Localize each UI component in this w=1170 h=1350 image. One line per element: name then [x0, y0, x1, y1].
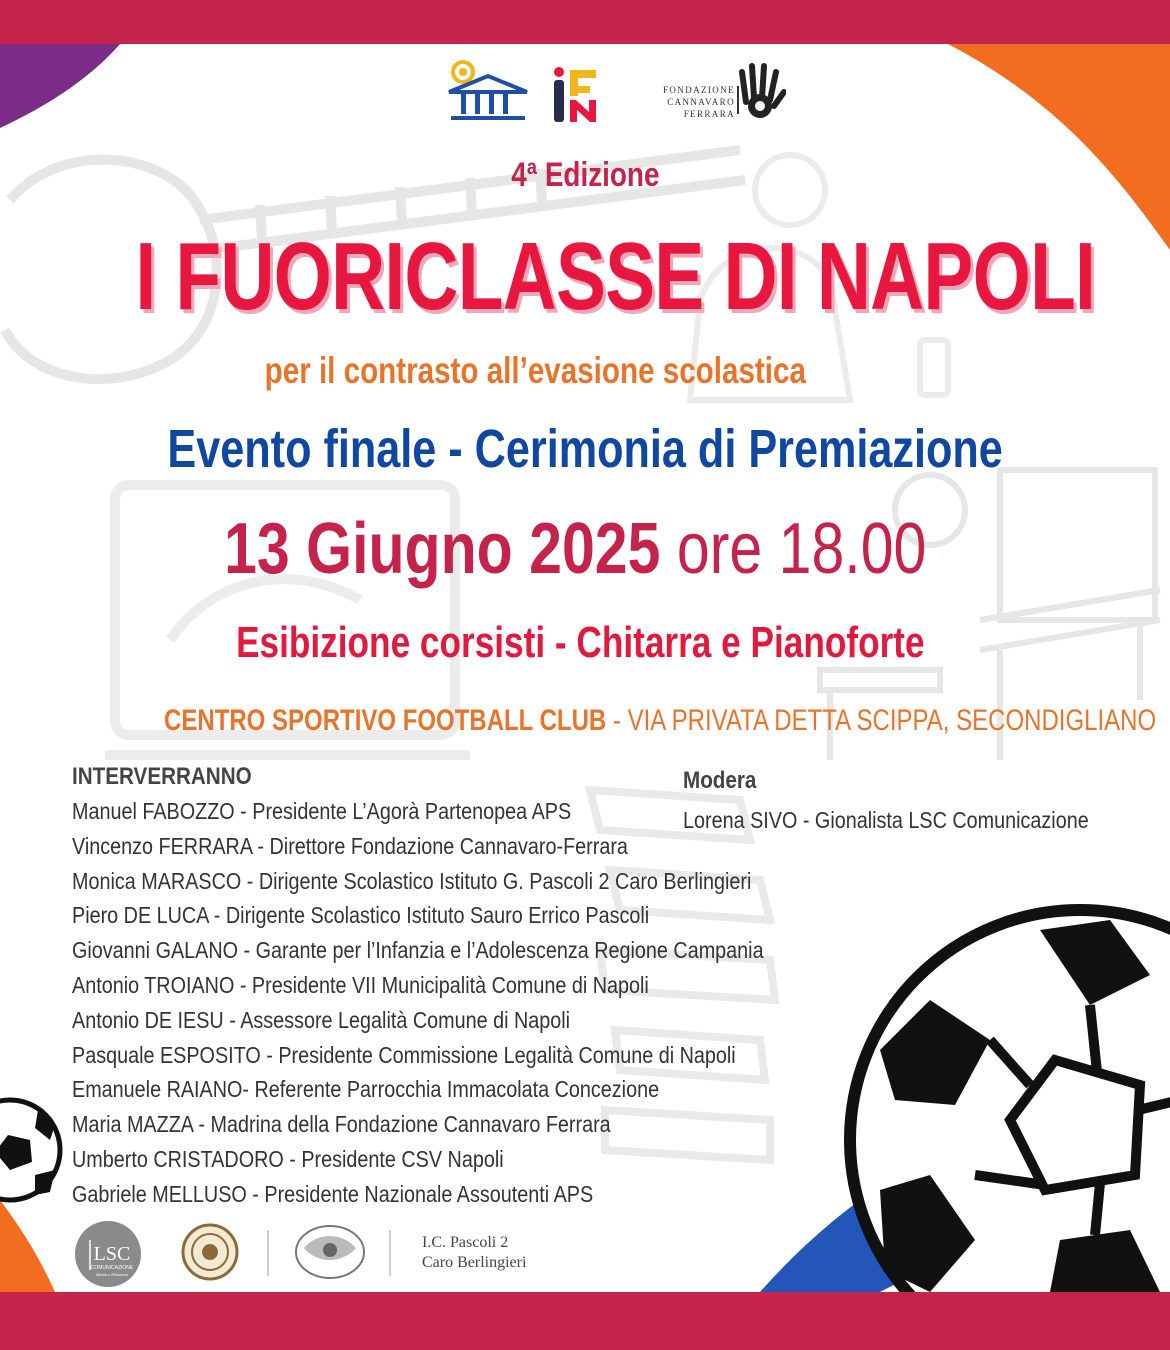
soccer-ball-icon [850, 910, 1170, 1350]
list-item [72, 864, 792, 899]
event-date: 13 Giugno 2025 [223, 509, 661, 589]
event-subtitle [0, 350, 1170, 392]
lsc-logo [75, 1221, 141, 1287]
speaker-text: Pasquale ESPOSITO - Presidente Commissione Legalità Comune di Napoli [72, 1041, 736, 1068]
speaker-text: Piero DE LUCA - Dirigente Scolastico Istituto Sauro Errico Pascoli [72, 902, 650, 929]
orange-wave-bottom [0, 1200, 55, 1292]
list-item [72, 898, 792, 933]
bottom-band [0, 1292, 1170, 1350]
speaker-text: Vincenzo FERRARA - Direttore Fondazione Cannavaro-Ferrara [72, 832, 628, 859]
fondazione-label: FONDAZIONE [663, 85, 735, 95]
venue-line [0, 704, 1170, 738]
pascoli-logo-text [422, 1233, 526, 1273]
speaker-text: Antonio DE IESU - Assessore Legalità Comune di Napoli [72, 1006, 571, 1033]
list-item [72, 933, 792, 968]
ifn-logo [552, 66, 600, 124]
speaker-text: Emanuele RAIANO- Referente Parrocchia Immacolata Concezione [72, 1076, 660, 1103]
performance-text: Esibizione corsisti - Chitarra e Pianoforte [235, 618, 925, 667]
lsc-sub2-text: Media e Relazioni [96, 1272, 128, 1277]
event-subtitle-text: per il contrasto all’evasione scolastica [264, 350, 806, 391]
event-date-time [0, 508, 1170, 590]
cannavaro-ferrara-label: CANNAVARO FERRARA [667, 97, 735, 119]
event-time: ore 18.00 [676, 509, 927, 589]
fondazione-logo-text [620, 84, 735, 120]
pascoli-line1: I.C. Pascoli 2 [422, 1234, 509, 1251]
speaker-text: Antonio TROIANO - Presidente VII Municipalità Comune di Napoli [72, 971, 649, 998]
school-emblem-icon [296, 1226, 364, 1278]
speakers-heading: INTERVERRANNO [72, 763, 252, 790]
temple-sun-icon [445, 58, 531, 124]
round-seal-icon [183, 1225, 237, 1279]
speaker-text: Maria MAZZA - Madrina della Fondazione Cannavaro Ferrara [72, 1111, 611, 1138]
event-title-text: I FUORICLASSE DI NAPOLI [135, 223, 1096, 330]
lsc-sub-text: COMUNICAZIONE [90, 1265, 134, 1271]
list-item [72, 968, 792, 1003]
moderator-name: Lorena SIVO - Gionalista LSC Comunicazione [683, 807, 1089, 833]
venue-address: - VIA PRIVATA DETTA SCIPPA, SECONDIGLIANO [606, 704, 1157, 737]
moderator-heading: Modera [683, 767, 757, 794]
list-item [72, 1003, 792, 1038]
edition-text: 4ª Edizione [510, 156, 660, 194]
list-item [72, 1142, 792, 1177]
pascoli-line2: Caro Berlingieri [422, 1254, 527, 1271]
speaker-text: Manuel FABOZZO - Presidente L’Agorà Partenopea APS [72, 798, 572, 824]
moderator-block [683, 764, 1143, 840]
event-title [0, 222, 1170, 332]
list-item [72, 1177, 792, 1212]
edition-label [0, 156, 1170, 195]
lsc-main-text: LSC [93, 1243, 131, 1265]
event-name [0, 418, 1170, 480]
speaker-text: Umberto CRISTADORO - Presidente CSV Napoli [72, 1145, 504, 1172]
event-name-text: Evento finale - Cerimonia di Premiazione [167, 419, 1003, 479]
list-item [72, 1072, 792, 1107]
speaker-text: Gabriele MELLUSO - Presidente Nazionale Assoutenti APS [72, 1180, 594, 1207]
speaker-text: Giovanni GALANO - Garante per l’Infanzia e l’Adolescenza Regione Campania [72, 937, 764, 964]
small-soccer-ball-icon [0, 1100, 60, 1200]
venue-name: CENTRO SPORTIVO FOOTBALL CLUB [164, 704, 607, 737]
performance-line [0, 618, 1170, 668]
list-item [72, 1038, 792, 1073]
top-band [0, 0, 1170, 44]
speaker-text: Monica MARASCO - Dirigente Scolastico Istituto G. Pascoli 2 Caro Berlingieri [72, 867, 752, 894]
handprint-ball-icon [736, 62, 786, 120]
list-item [72, 1107, 792, 1142]
